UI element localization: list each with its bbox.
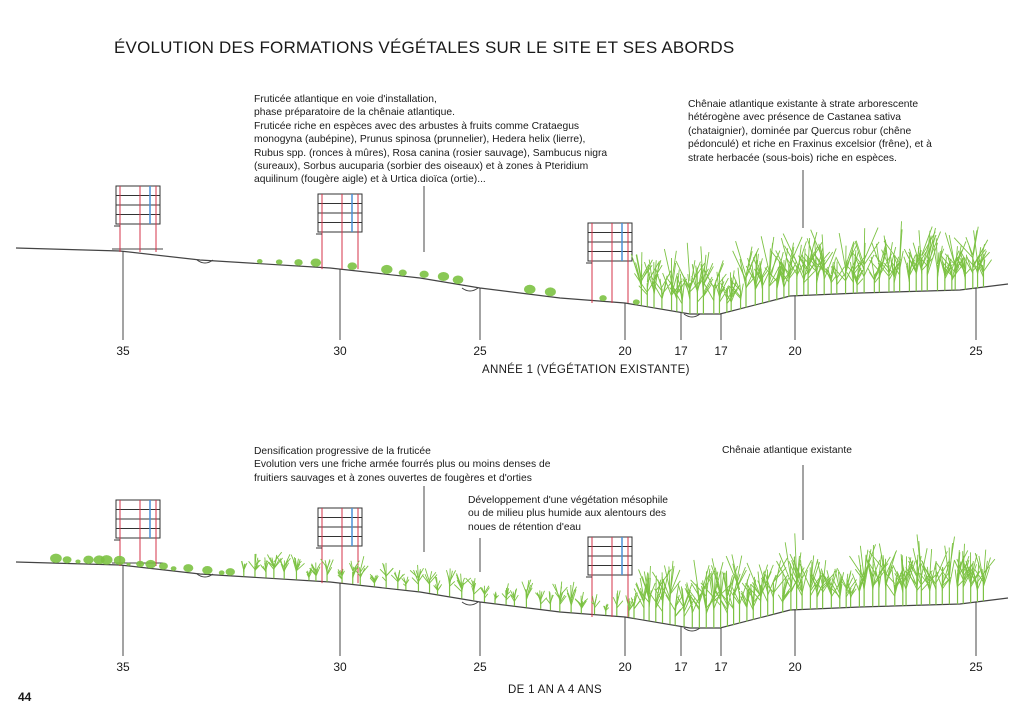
branch <box>438 580 440 586</box>
elevation-label: 25 <box>969 660 983 674</box>
shrub-tree <box>249 554 261 577</box>
shrub-tree <box>553 582 568 612</box>
branch <box>514 594 515 600</box>
elevation-label: 17 <box>674 344 688 358</box>
branch <box>474 588 481 595</box>
page-number: 44 <box>18 690 32 704</box>
shrub <box>83 556 93 564</box>
page-title: ÉVOLUTION DES FORMATIONS VÉGÉTALES SUR LE SITE ET SES ABORDS <box>114 38 735 57</box>
shrub-tree <box>310 562 321 581</box>
shrub <box>183 564 193 572</box>
shrub <box>101 555 113 565</box>
shrub-tree <box>355 556 368 585</box>
elevation-label: 20 <box>788 344 802 358</box>
shrub <box>226 568 235 576</box>
shrub-tree <box>502 583 510 604</box>
elevation-label: 20 <box>788 660 802 674</box>
shrub <box>136 561 144 567</box>
shrub-tree <box>591 594 600 614</box>
shrub-tree <box>321 559 334 582</box>
branch <box>541 591 542 600</box>
branch <box>450 568 451 586</box>
shrub <box>50 554 62 563</box>
shrub-tree <box>480 586 489 602</box>
shrub <box>114 556 125 565</box>
shrub-tree <box>402 577 409 590</box>
branch <box>249 561 255 569</box>
elevation-label: 17 <box>714 660 728 674</box>
shrub-tree <box>567 582 577 613</box>
branch <box>360 556 364 571</box>
branch <box>386 568 393 576</box>
elevation-label: 30 <box>333 660 347 674</box>
branch <box>949 537 954 572</box>
shrub-tree <box>260 557 267 577</box>
shrub <box>127 563 131 566</box>
shrub-tree <box>267 552 283 578</box>
section2-note-densification: Densification progressive de la fruticée Evolution vers une friche armée fourrés plus ou moins denses de fruitiers sauvages et à zones ouvertes de fougères et d'orties <box>254 446 551 484</box>
branch <box>526 589 527 600</box>
pylon-3 <box>586 537 632 617</box>
branch <box>778 595 782 602</box>
shrub-tree <box>434 577 442 595</box>
branch <box>494 594 495 598</box>
oak-tree <box>776 542 804 611</box>
shrub-tree <box>370 574 378 586</box>
branch <box>446 570 449 581</box>
oak-tree <box>909 534 939 605</box>
shrub-tree <box>613 591 623 616</box>
shrub-tree <box>241 561 247 576</box>
shrub <box>145 560 156 569</box>
branch <box>437 577 438 587</box>
shrub-tree <box>277 554 291 579</box>
elevation-label: 35 <box>116 660 130 674</box>
elevation-label: 25 <box>473 660 487 674</box>
shrub-tree <box>410 565 423 591</box>
shrub <box>63 556 72 563</box>
shrub-tree <box>604 604 609 615</box>
branch <box>886 584 895 597</box>
shrub-tree <box>291 555 304 580</box>
branch <box>473 581 474 593</box>
oak-tree <box>866 545 886 607</box>
shrub-tree <box>575 592 588 613</box>
shrub-tree <box>454 573 471 598</box>
branch <box>906 556 907 585</box>
elevation-label: 17 <box>714 344 728 358</box>
elevation-label: 30 <box>333 344 347 358</box>
shrub-tree <box>338 569 345 583</box>
retention-swale <box>462 602 478 605</box>
section2-note-mesophile: Développement d'une végétation mésophile ou de milieu plus humide aux alentours des noues de rétention d'eau <box>468 495 669 533</box>
elevation-label: 20 <box>618 660 632 674</box>
shrub-tree <box>510 588 518 606</box>
shrub-tree <box>535 590 546 608</box>
elevation-label: 25 <box>969 344 983 358</box>
shrub <box>202 566 212 574</box>
section2-note-chenaie: Chênaie atlantique existante <box>722 445 852 456</box>
shrub-tree <box>446 568 455 596</box>
shrub-tree <box>494 592 499 604</box>
oak-tree <box>639 566 656 621</box>
elevation-label: 20 <box>618 344 632 358</box>
section1-note-chenaie: Chênaie atlantique existante à strate arborescente hétérogène avec présence de Castanea sativa (chataignier), dominée par Quercus robur (chêne pédonculé) et riche en Fraxinus excelsior (frêne), et à strate herbacée (sous-bois) riche en espèces. <box>688 99 932 164</box>
shrub-tree <box>466 578 481 600</box>
shrub <box>75 559 80 563</box>
section2-caption: DE 1 AN A 4 ANS <box>508 684 602 696</box>
branch <box>675 607 683 617</box>
shrub <box>219 570 225 575</box>
shrub <box>171 566 177 571</box>
oak-tree <box>745 563 773 618</box>
oak-tree <box>935 561 951 604</box>
elevation-label: 17 <box>674 660 688 674</box>
elevation-label: 35 <box>116 344 130 358</box>
shrub-tree <box>546 591 553 610</box>
branch <box>892 566 895 590</box>
branch <box>274 555 277 570</box>
shrub-tree <box>423 569 437 593</box>
section1-note-fruticee: Fruticée atlantique en voie d'installation, phase préparatoire de la chênaie atlantique. Fruticée riche en espèces avec des arbustes à fruits comme Crataegus monogyna (aubépine), Prunus spinosa (prunnelier), Hedera helix (lierre), Rubus spp. (ronces à mûres), Rosa canina (rosier sauvage), Sambucus nigra (sureaux), Sorbus aucuparia (sorbier des oiseaux) et à zones à Pteridium aquilinum (fougère aigle) et à Urtica dioïca (ortie)... <box>254 94 608 186</box>
oak-tree <box>789 533 812 609</box>
branch <box>613 597 617 605</box>
section1-caption: ANNÉE 1 (VÉGÉTATION EXISTANTE) <box>482 364 690 376</box>
shrub-tree <box>522 580 533 608</box>
elevation-label: 25 <box>473 344 487 358</box>
branch <box>555 584 560 600</box>
shrub <box>159 562 168 569</box>
